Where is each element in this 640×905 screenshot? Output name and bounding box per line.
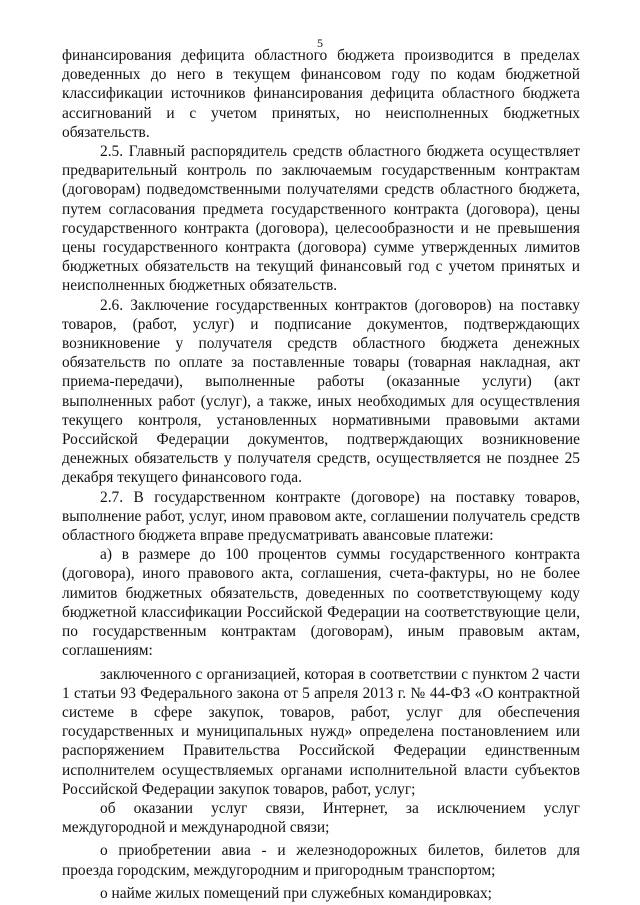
paragraph-2-6: 2.6. Заключение государственных контрактов (договоров) на поставку товаров, (работ, услуг) и подписание документов, подтверждающих возникновение у получателя средств областного бюджета денежных обязательств по оплате за поставленные товары (товарная накладная, акт приема-передачи), выполненные работы (оказанные услуги) (акт выполненных работ (услуг), а также, иных необходимых для осуществления текущего контроля, установленных нормативными правовыми актами Российской Федерации документов, подтверждающих возникновение денежных обязательств у получателя средств, осуществляется не позднее 25 декабря текущего финансового года. (62, 296, 580, 487)
page-number: 5 (317, 36, 323, 50)
paragraph-tickets: о приобретении авиа - и железнодорожных билетов, билетов для проезда городским, междугородним и пригородным транспортом; (62, 842, 580, 879)
paragraph-2-7: 2.7. В государственном контракте (договоре) на поставку товаров, выполнение работ, услуг, ином правовом акте, соглашении получатель средств областного бюджета вправе предусматривать авансовые платежи: (62, 488, 580, 545)
paragraph-sole-contractor: заключенного с организацией, которая в соответствии с пунктом 2 части 1 статьи 93 Федерального закона от 5 апреля 2013 г. № 44-ФЗ «О контрактной системе в сфере закупок, товаров, работ, услуг для обеспечения государственных и муниципальных нужд» определена постановлением или распоряжением Правительства Российской Федерации единственным исполнителем осуществляемых органами исполнительной власти субъектов Российской Федерации закупок товаров, работ, услуг; (62, 665, 580, 798)
document-body (62, 46, 580, 903)
paragraph-2-7-a: а) в размере до 100 процентов суммы государственного контракта (договора), иного правового акта, соглашения, счета-фактуры, но не более лимитов бюджетных обязательств, доведенных по соответствующему коду бюджетной классификации Российской Федерации на соответствующие цели, по государственным контрактам (договорам), иным правовым актам, соглашениям: (62, 546, 580, 660)
paragraph-continuation: финансирования дефицита областного бюджета производится в пределах доведенных до него в текущем финансовом году по кодам бюджетной классификации источников финансирования дефицита областного бюджета ассигнований и с учетом принятых, но неисполненных бюджетных обязательств. (62, 47, 580, 141)
paragraph-housing: о найме жилых помещений при служебных командировках; (100, 884, 492, 902)
paragraph-2-5: 2.5. Главный распорядитель средств областного бюджета осуществляет предварительный контроль по заключаемым государственным контрактам (договорам) подведомственными получателями средств областного бюджета, путем согласования предмета государственного контракта (договора), цены государственного контракта (договора), целесообразности и не превышения цены государственного контракта (договора) сумме утвержденных лимитов бюджетных обязательств на текущий финансовый год с учетом принятых и неисполненных бюджетных обязательств. (62, 143, 580, 295)
paragraph-communication-services: об оказании услуг связи, Интернет, за исключением услуг междугородной и международной связи; (62, 799, 580, 837)
